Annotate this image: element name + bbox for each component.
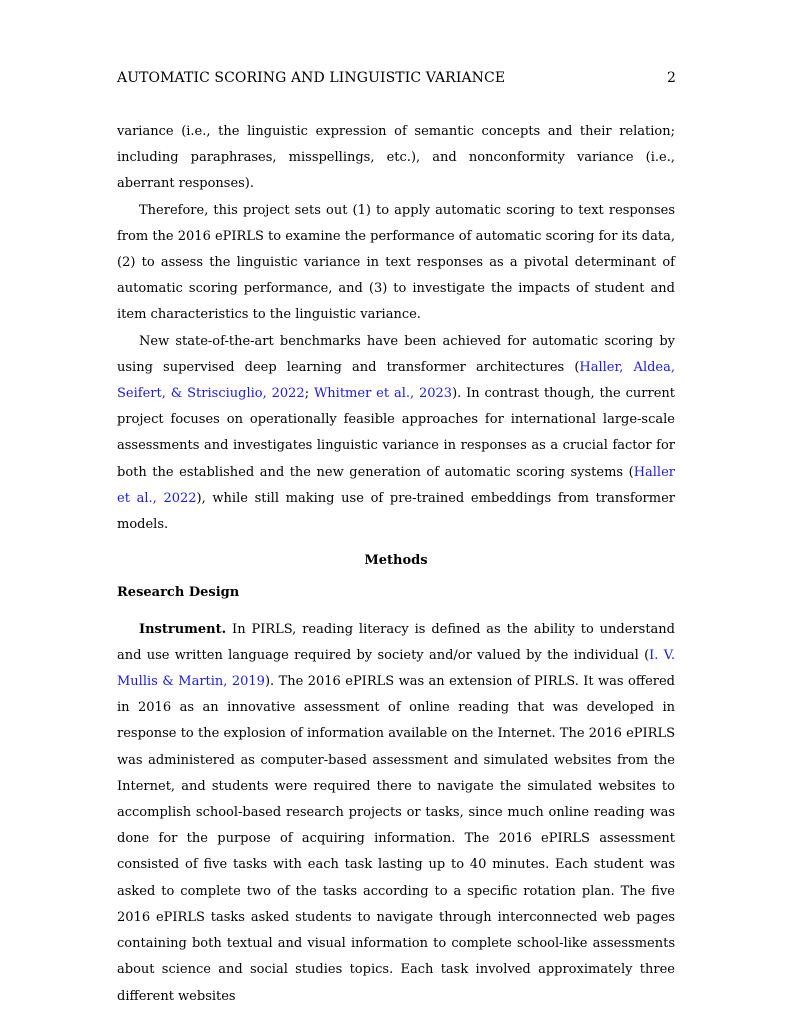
citation-link[interactable]: Haller, Aldea, Seifert, & Strisciuglio, 2022: [117, 359, 676, 402]
paragraph-benchmarks: [117, 329, 675, 539]
text-run: ). In contrast though, the current project focuses on operationally feasible approaches for international large-scale assessments and investigates linguistic variance in responses as a crucial factor for both the established and the new generation of automatic scoring systems (: [117, 386, 675, 480]
text-run: ), while still making use of pre-trained embeddings from transformer models.: [117, 490, 675, 533]
paragraph-instrument: [117, 617, 675, 1010]
paragraph-objectives: Therefore, this project sets out (1) to apply automatic scoring to text responses from the 2016 ePIRLS to examine the performance of automatic scoring for its data, (2) to assess the linguistic variance in text responses as a pivotal determinant of automatic scoring performance, and (3) to investigate the impacts of student and item characteristics to the linguistic variance.: [117, 202, 675, 323]
text-run: New state-of-the-art benchmarks have been achieved for automatic scoring by using supervised deep learning and transformer architectures (: [117, 333, 675, 375]
text-run: In PIRLS, reading literacy is defined as the ability to understand and use written language required by society and/or valued by the individual (: [117, 621, 675, 663]
run-in-heading-instrument: Instrument.: [139, 621, 227, 637]
paragraph-continuation: variance (i.e., the linguistic expression of semantic concepts and their relation; including paraphrases, misspellings, etc.), and nonconformity variance (i.e., aberrant responses).: [117, 124, 675, 192]
citation-link[interactable]: I. V. Mullis & Martin, 2019: [117, 647, 675, 690]
section-heading-methods: Methods: [364, 553, 428, 569]
text-run: ). The 2016 ePIRLS was an extension of PIRLS. It was offered in 2016 as an innovative assessment of online reading that was developed in response to the explosion of information available on the Internet. The 2016 ePIRLS was administered as computer-based assessment and simulated websites from the Internet, and students were required there to navigate the simulated websites to accomplish school-based research projects or tasks, since much online reading was done for the purpose of acquiring information. The 2016 ePIRLS assessment consisted of five tasks with each task lasting up to 40 minutes. Each student was asked to complete two of the tasks according to a specific rotation plan. The five 2016 ePIRLS tasks asked students to navigate through interconnected web pages containing both textual and visual information to complete school-like assessments about science and social studies topics. Each task involved approximately three different websites: [117, 674, 675, 1004]
citation-link[interactable]: Haller et al., 2022: [117, 464, 675, 506]
text-run: ;: [304, 386, 314, 402]
citation-link[interactable]: Whitmer et al., 2023: [313, 386, 453, 402]
running-header: AUTOMATIC SCORING AND LINGUISTIC VARIANCE: [117, 70, 506, 86]
body-text: [117, 119, 675, 1010]
subsection-heading-research-design: Research Design: [117, 585, 240, 601]
page-number: 2: [667, 70, 676, 86]
